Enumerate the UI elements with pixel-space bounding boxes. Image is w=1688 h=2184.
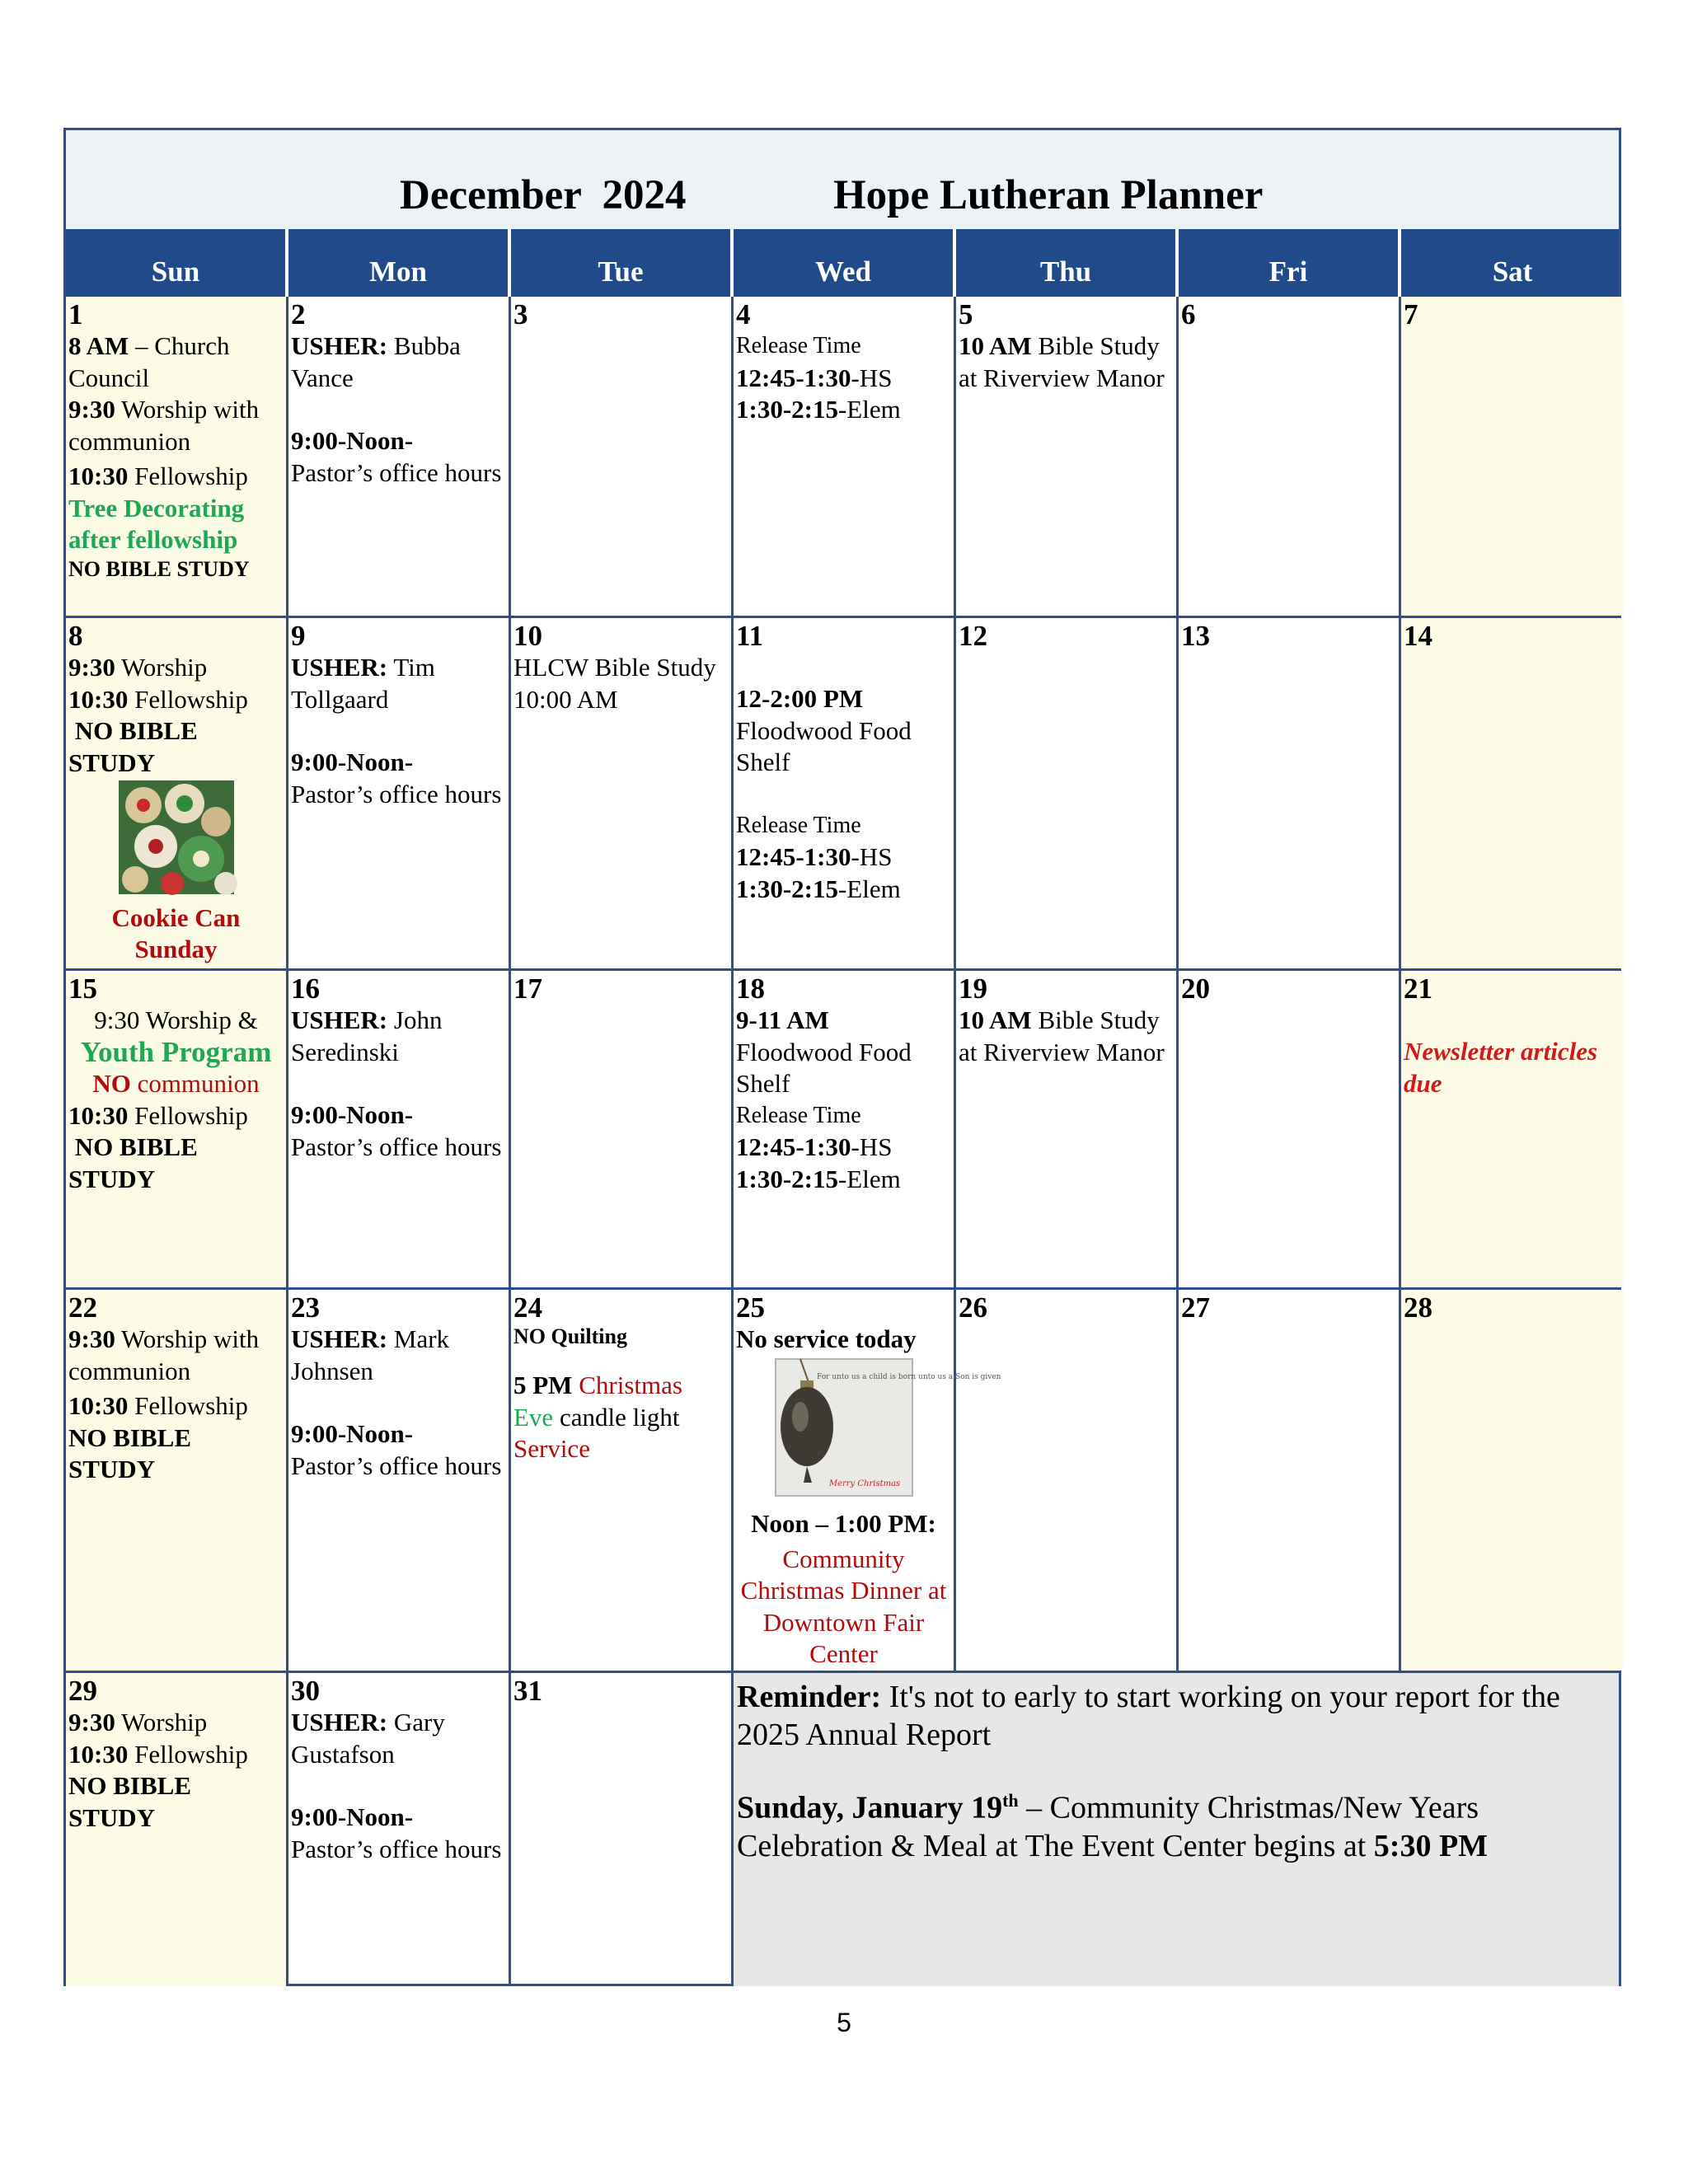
usher-label: USHER: (291, 331, 388, 360)
release-hs-time: 12:45-1:30 (736, 1132, 851, 1161)
reminder-box (734, 1673, 1619, 1986)
day-cell-10 (511, 618, 734, 968)
release-elem-label: -Elem (837, 874, 901, 903)
event-text: Bible Study at Riverview Manor (959, 331, 1165, 392)
day-number: 17 (513, 972, 542, 1005)
day-cell-4 (734, 297, 956, 616)
day-number: 2 (291, 298, 306, 330)
day-cell-1 (66, 297, 288, 616)
calendar-grid (66, 297, 1619, 1986)
day-cell-9 (288, 618, 511, 968)
ornament-image (736, 1359, 1001, 1504)
day-number: 11 (736, 620, 764, 652)
week-row (66, 616, 1619, 968)
release-hs-label: -HS (851, 842, 893, 871)
tree-decorating-note: Tree Decorating after fellowship (68, 493, 245, 554)
release-hs-label: -HS (851, 363, 893, 392)
event-time: 9:30 (68, 1708, 115, 1736)
office-hours-text: Pastor’s office hours (291, 1132, 502, 1161)
event-time: 12-2:00 PM (736, 684, 864, 713)
event-time: 10:30 (68, 684, 129, 714)
event-time: 9-11 AM (736, 1005, 829, 1034)
day-cell-7 (1401, 297, 1624, 616)
event-time: 10:30 (68, 1391, 129, 1420)
weekday-mon: Mon (288, 229, 511, 297)
ornament-verse-text: For unto us a child is born unto us a Son is given (816, 1372, 1001, 1381)
event-date: Sunday, January 19 (737, 1790, 1003, 1825)
day-cell-24 (511, 1290, 734, 1671)
day-cell-16 (288, 971, 511, 1287)
day-cell-19 (956, 971, 1179, 1287)
eve-word: Eve (513, 1402, 554, 1432)
release-hs-time: 12:45-1:30 (736, 363, 851, 392)
event-date-suffix: th (1002, 1790, 1019, 1811)
day-cell-3 (511, 297, 734, 616)
weekday-sat: Sat (1492, 255, 1533, 288)
office-hours-text: Pastor’s office hours (291, 1451, 502, 1480)
day-number: 26 (959, 1291, 987, 1324)
day-cell-11 (734, 618, 956, 968)
day-cell-23 (288, 1290, 511, 1671)
day-number: 27 (1181, 1291, 1210, 1324)
office-hours-time: 9:00-Noon- (291, 426, 414, 455)
day-cell-12 (956, 618, 1179, 968)
day-number: 3 (513, 298, 528, 330)
day-number: 19 (959, 972, 987, 1005)
day-cell-20 (1179, 971, 1401, 1287)
day-number: 29 (68, 1675, 97, 1707)
office-hours-text: Pastor’s office hours (291, 1834, 502, 1863)
day-number: 23 (291, 1291, 320, 1324)
day-number: 12 (959, 620, 987, 652)
event-time: 10:30 (68, 1739, 129, 1769)
no-bible-study-note: NO BIBLE STUDY (68, 1132, 204, 1193)
cookie-can-caption: Cookie Can Sunday (111, 902, 241, 963)
event-text: Floodwood Food Shelf (736, 1037, 912, 1098)
day-number: 14 (1404, 620, 1432, 652)
usher-name: John Seredinski (291, 1005, 443, 1066)
day-cell-29 (66, 1673, 288, 1986)
day-number: 7 (1404, 298, 1418, 330)
release-time-label: Release Time (736, 812, 861, 838)
event-time: 10:30 (68, 1100, 129, 1130)
day-cell-2 (288, 297, 511, 616)
event-time: 9:30 (68, 1324, 115, 1353)
youth-program-label: Youth Program (80, 1035, 272, 1068)
day-number: 20 (1181, 972, 1210, 1005)
weekday-header (66, 229, 1619, 297)
day-cell-31 (511, 1673, 734, 1986)
day-cell-6 (1179, 297, 1401, 616)
week-row (66, 968, 1619, 1287)
no-bible-study-note: NO BIBLE STUDY (68, 1422, 192, 1483)
day-number: 1 (68, 298, 83, 330)
event-time: Noon – 1:00 PM: (751, 1509, 936, 1538)
usher-name: Gary Gustafson (291, 1708, 445, 1769)
event-text: Fellowship (128, 684, 248, 714)
office-hours-text: Pastor’s office hours (291, 779, 502, 808)
day-cell-15 (66, 971, 288, 1287)
christmas-ornament-image (776, 1359, 1001, 1496)
community-dinner-text: Community Christmas Dinner at Downtown Fair Center (740, 1544, 947, 1668)
day-number: 21 (1404, 972, 1432, 1005)
event-text: – Church Council (68, 331, 230, 392)
usher-label: USHER: (291, 653, 388, 682)
release-time-label: Release Time (736, 1102, 861, 1128)
event-start-time: 5:30 PM (1373, 1828, 1489, 1863)
day-number: 31 (513, 1675, 542, 1707)
day-number: 4 (736, 298, 751, 330)
planner-title: Hope Lutheran Planner (833, 172, 1264, 218)
no-bible-study-note: NO BIBLE STUDY (68, 716, 204, 777)
weekday-sun: Sun (66, 229, 288, 297)
event-time: 5 PM (513, 1371, 573, 1399)
event-text: Fellowship (128, 1739, 248, 1769)
event-text: Fellowship (128, 462, 248, 490)
day-number: 8 (68, 620, 83, 652)
day-cell-13 (1179, 618, 1401, 968)
no-quilting-note: NO Quilting (513, 1324, 627, 1348)
cookie-image (68, 780, 284, 902)
week-row (66, 1287, 1619, 1671)
day-cell-18 (734, 971, 956, 1287)
day-number: 30 (291, 1675, 320, 1707)
day-cell-21 (1401, 971, 1624, 1287)
day-number: 9 (291, 620, 306, 652)
office-hours-time: 9:00-Noon- (291, 1100, 414, 1129)
christmas-word: Christmas (572, 1371, 682, 1399)
usher-name: Mark Johnsen (291, 1324, 450, 1385)
office-hours-text: Pastor’s office hours (291, 457, 502, 487)
release-elem-label: -Elem (837, 395, 901, 424)
event-time: 10 AM (959, 1005, 1032, 1034)
event-text: Floodwood Food Shelf (736, 715, 912, 776)
day-number: 10 (513, 620, 542, 652)
weekday-tue: Tue (511, 229, 734, 297)
release-time-label: Release Time (736, 333, 861, 359)
release-elem-time: 1:30-2:15 (736, 395, 838, 424)
ornament-signature: Merry Christmas (828, 1479, 900, 1488)
usher-label: USHER: (291, 1005, 388, 1034)
day-number: 5 (959, 298, 973, 330)
day-cell-26 (956, 1290, 1179, 1671)
weekday-thu: Thu (956, 229, 1179, 297)
day-cell-8 (66, 618, 288, 968)
no-label: NO (92, 1069, 131, 1098)
calendar (63, 128, 1621, 1986)
event-time: 8 AM (68, 331, 129, 360)
event-text: HLCW Bible Study 10:00 AM (513, 653, 716, 714)
day-cell-17 (511, 971, 734, 1287)
no-service-note: No service today (736, 1324, 917, 1353)
event-time: 9:30 (68, 653, 115, 682)
week-row (66, 297, 1619, 616)
event-text: Worship (115, 1708, 208, 1736)
title-bar (66, 130, 1619, 229)
event-text: Fellowship (128, 1100, 248, 1130)
release-elem-label: -Elem (837, 1164, 901, 1193)
day-number: 15 (68, 972, 97, 1005)
weekday-fri: Fri (1179, 229, 1401, 297)
day-number: 16 (291, 972, 320, 1005)
day-number: 18 (736, 972, 765, 1005)
event-text: Fellowship (128, 1391, 248, 1420)
service-word: Service (513, 1434, 590, 1463)
reminder-label: Reminder: (737, 1680, 882, 1714)
event-text: 9:30 Worship & (94, 1005, 258, 1034)
communion-label: communion (130, 1069, 260, 1098)
day-cell-5 (956, 297, 1179, 616)
usher-name: Tim Tollgaard (291, 653, 435, 714)
event-description: – Community Christmas/New Years Celebration & Meal at The Event Center begins at (737, 1790, 1479, 1863)
office-hours-time: 9:00-Noon- (291, 1419, 414, 1448)
event-text: Worship with communion (68, 1324, 260, 1385)
day-cell-27 (1179, 1290, 1401, 1671)
release-elem-time: 1:30-2:15 (736, 1164, 838, 1193)
day-number: 6 (1181, 298, 1196, 330)
page-number: 5 (837, 2008, 851, 2037)
weekday-wed: Wed (734, 229, 956, 297)
no-bible-study-note: NO BIBLE STUDY (68, 556, 250, 581)
day-cell-28 (1401, 1290, 1624, 1671)
usher-label: USHER: (291, 1324, 388, 1353)
release-hs-time: 12:45-1:30 (736, 842, 851, 871)
day-number: 24 (513, 1291, 542, 1324)
release-elem-time: 1:30-2:15 (736, 874, 838, 903)
event-time: 10:30 (68, 462, 129, 490)
day-number: 13 (1181, 620, 1210, 652)
no-bible-study-note: NO BIBLE STUDY (68, 1771, 192, 1832)
usher-name: Bubba Vance (291, 331, 461, 392)
day-number: 22 (68, 1291, 97, 1324)
reminder-text: It's not to early to start working on your report for the 2025 Annual Report (737, 1680, 1560, 1752)
event-text: Bible Study at Riverview Manor (959, 1005, 1165, 1066)
day-cell-22 (66, 1290, 288, 1671)
event-text: Worship (115, 653, 208, 682)
candle-light-text: candle light (553, 1402, 680, 1432)
event-time: 9:30 (68, 395, 115, 424)
release-hs-label: -HS (851, 1132, 893, 1161)
day-cell-30 (288, 1673, 511, 1986)
office-hours-time: 9:00-Noon- (291, 748, 414, 776)
office-hours-time: 9:00-Noon- (291, 1802, 414, 1831)
cookie-plate-image (119, 780, 234, 894)
newsletter-note: Newsletter articles due (1404, 1037, 1598, 1098)
event-text: Worship with communion (68, 395, 260, 456)
day-number: 25 (736, 1291, 765, 1324)
day-number: 28 (1404, 1291, 1432, 1324)
usher-label: USHER: (291, 1708, 388, 1736)
calendar-month-title: December 2024 (400, 172, 687, 218)
week-row (66, 1671, 1619, 1986)
event-time: 10 AM (959, 331, 1032, 360)
day-cell-14 (1401, 618, 1624, 968)
